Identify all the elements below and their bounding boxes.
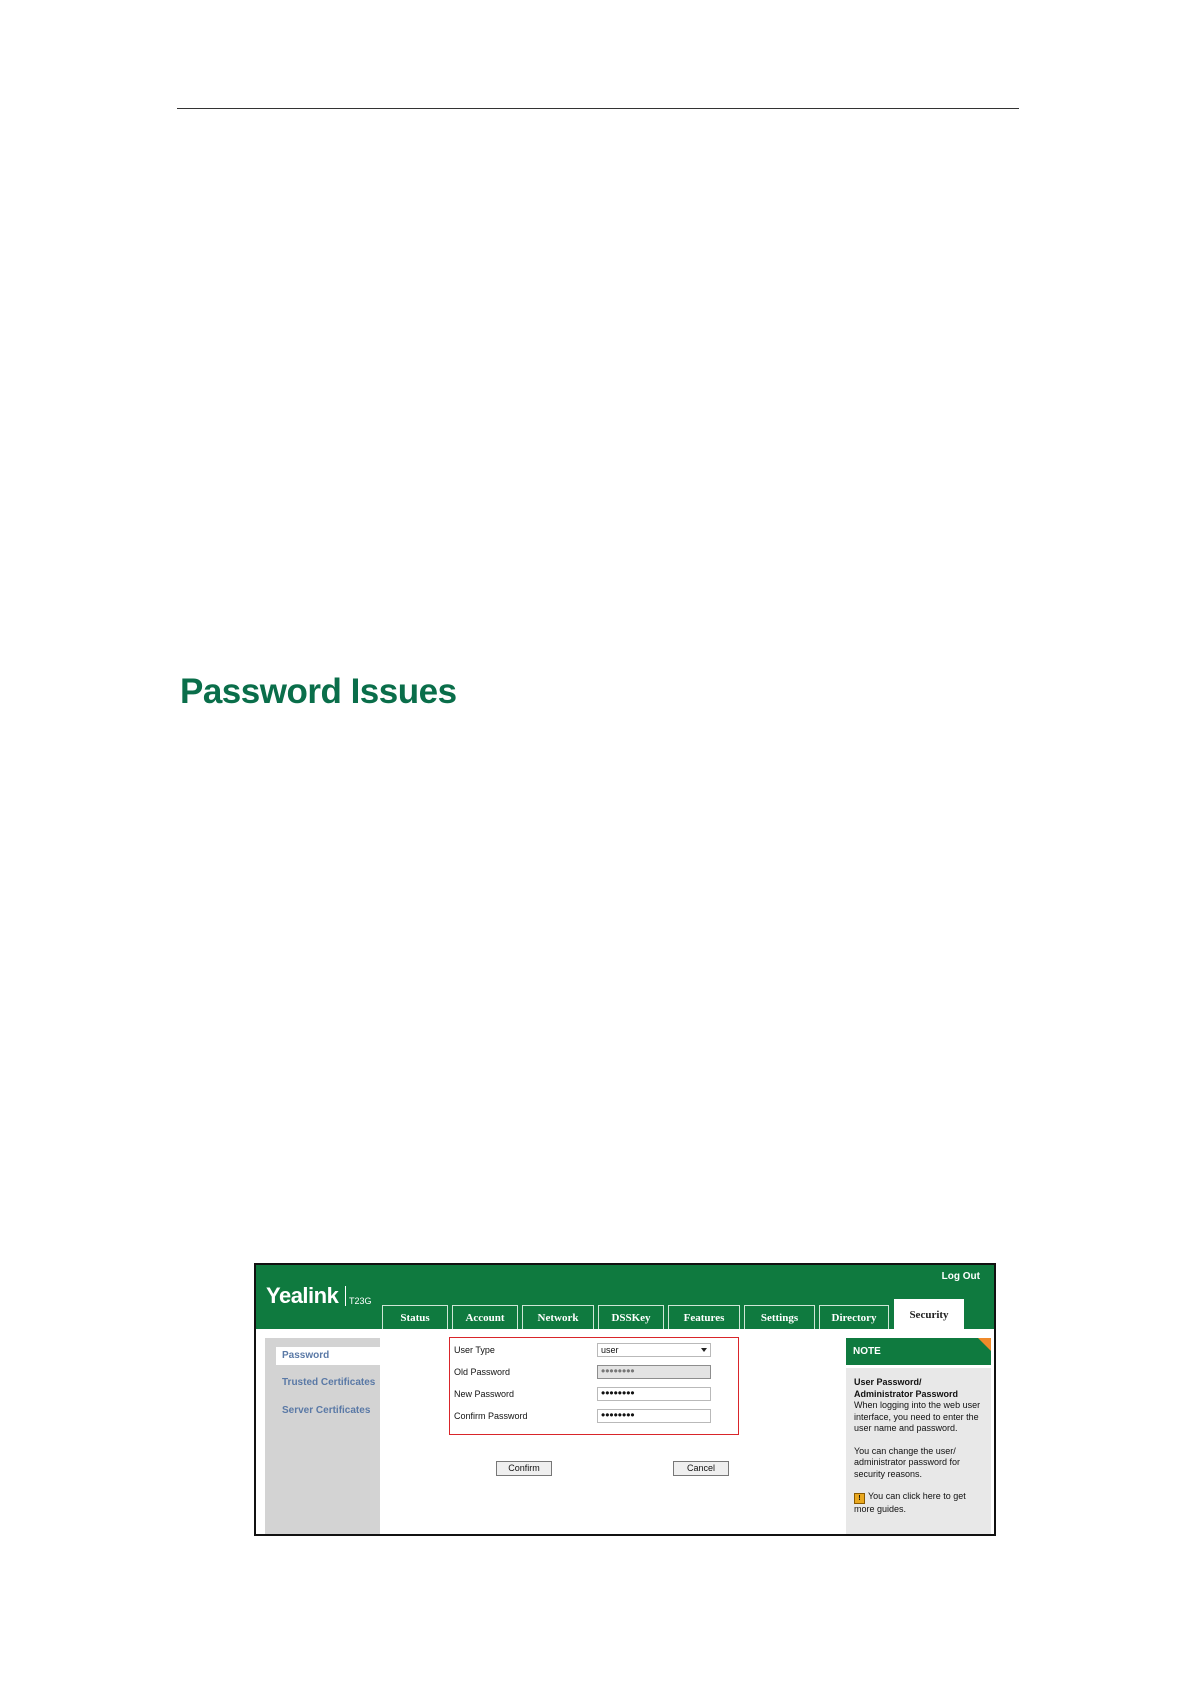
tab-status[interactable]: Status xyxy=(382,1305,448,1329)
logo-separator xyxy=(345,1286,346,1306)
help-icon: ! xyxy=(854,1493,865,1504)
new-password-input[interactable]: •••••••• xyxy=(597,1387,711,1401)
user-type-label: User Type xyxy=(454,1345,495,1355)
confirm-button[interactable]: Confirm xyxy=(496,1461,552,1476)
confirm-password-input[interactable]: •••••••• xyxy=(597,1409,711,1423)
top-bar xyxy=(256,1265,994,1329)
note-title-line2: Administrator Password xyxy=(854,1388,959,1399)
tab-settings[interactable]: Settings xyxy=(744,1305,815,1329)
sidebar xyxy=(265,1338,380,1536)
note-paragraph-2: You can change the user/ administrator password for security reasons. xyxy=(854,1445,961,1479)
password-form-highlight xyxy=(449,1337,739,1435)
section-heading: Password Issues xyxy=(180,672,457,711)
note-corner-icon xyxy=(978,1338,991,1351)
cancel-button[interactable]: Cancel xyxy=(673,1461,729,1476)
tab-dsskey[interactable]: DSSKey xyxy=(598,1305,664,1329)
sidebar-item-server-certificates[interactable]: Server Certificates xyxy=(282,1405,371,1416)
old-password-label: Old Password xyxy=(454,1367,511,1377)
chevron-down-icon xyxy=(701,1348,707,1352)
note-body xyxy=(846,1368,991,1536)
tab-features[interactable]: Features xyxy=(668,1305,740,1329)
tab-network[interactable]: Network xyxy=(522,1305,594,1329)
new-password-label: New Password xyxy=(454,1389,515,1399)
model-label: T23G xyxy=(349,1296,372,1306)
user-type-select[interactable] xyxy=(597,1343,711,1357)
note-paragraph-1: When logging into the web user interface, you need to enter the user name and password. xyxy=(854,1400,981,1433)
user-type-value: user xyxy=(601,1345,619,1355)
note-help[interactable] xyxy=(854,1491,984,1516)
tab-directory[interactable]: Directory xyxy=(819,1305,889,1329)
sidebar-item-password[interactable]: Password xyxy=(276,1347,380,1365)
yealink-logo: Yealink xyxy=(266,1283,339,1308)
note-header-label: NOTE xyxy=(853,1346,881,1357)
confirm-password-label: Confirm Password xyxy=(454,1411,528,1421)
tab-account[interactable]: Account xyxy=(452,1305,518,1329)
note-help-text[interactable]: You can click here to get more guides. xyxy=(854,1491,966,1514)
sidebar-item-trusted-certificates[interactable]: Trusted Certificates xyxy=(282,1377,376,1388)
note-title-line1: User Password/ xyxy=(854,1377,922,1387)
old-password-input: •••••••• xyxy=(597,1365,711,1379)
note-header xyxy=(846,1338,991,1365)
logout-link[interactable]: Log Out xyxy=(941,1271,980,1282)
web-ui-screenshot xyxy=(254,1263,996,1536)
tab-security[interactable]: Security xyxy=(894,1299,964,1329)
header-rule xyxy=(177,108,1019,109)
